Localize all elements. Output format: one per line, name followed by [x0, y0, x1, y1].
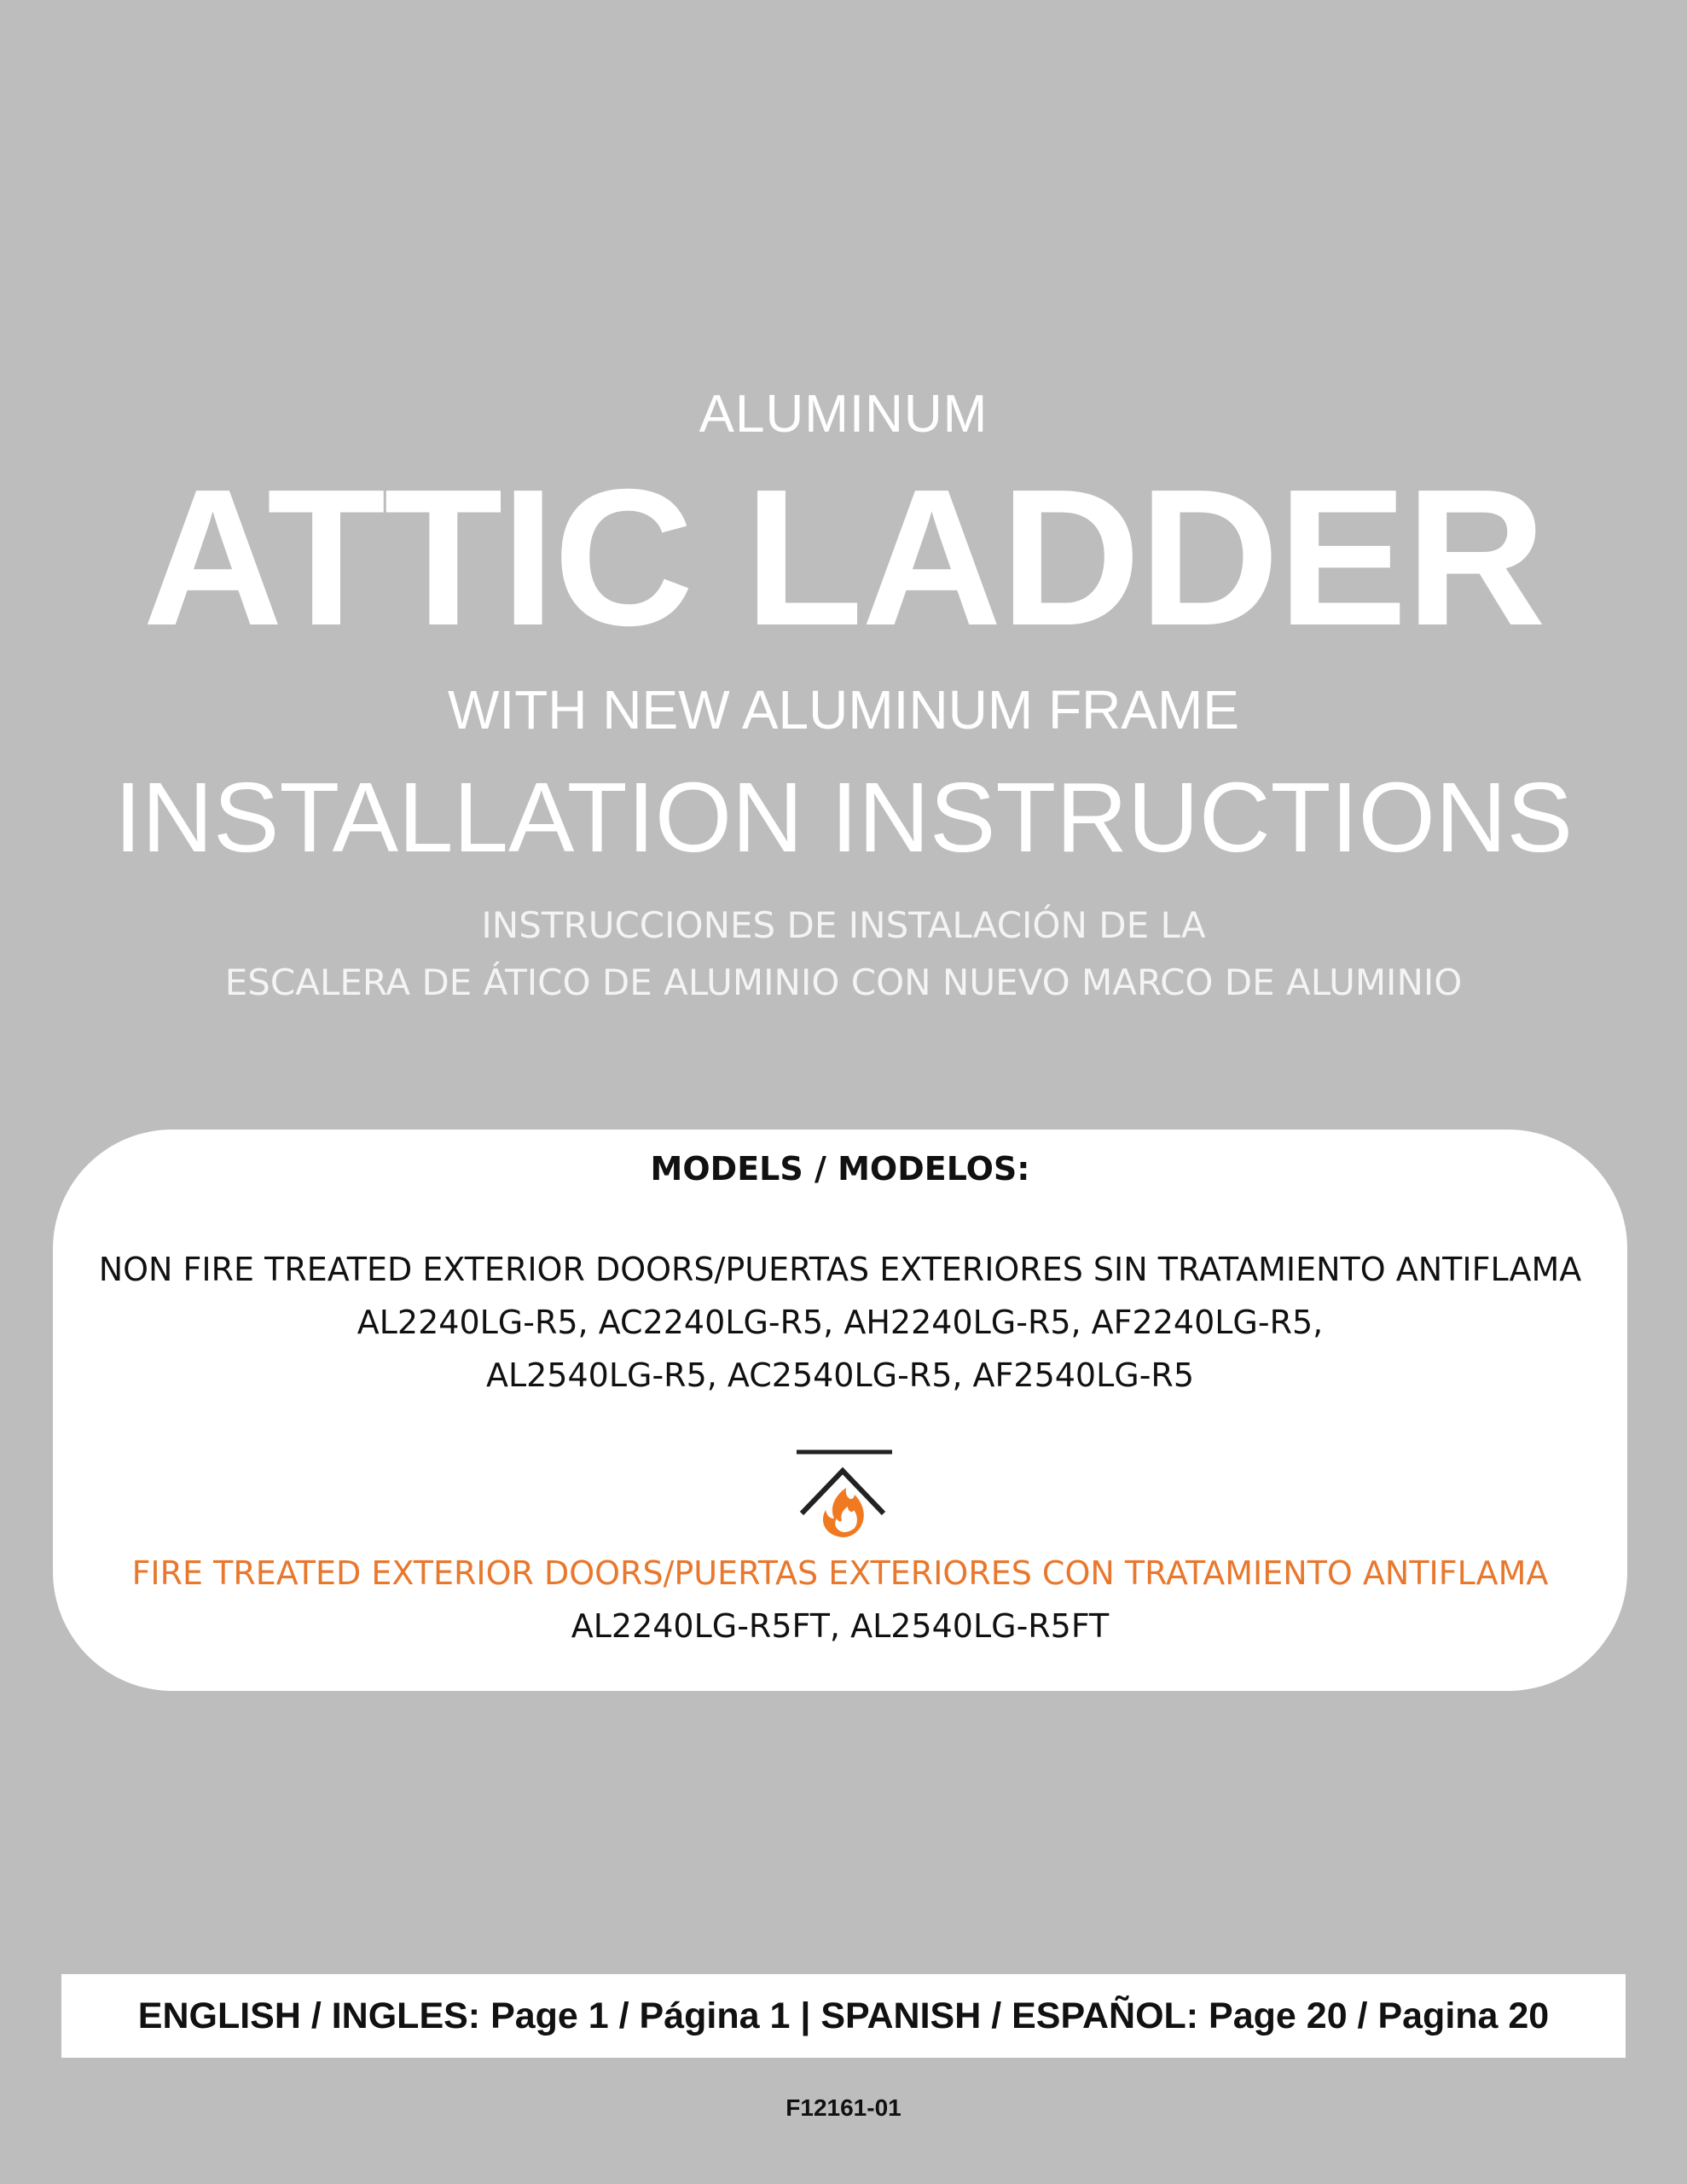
document-heading: INSTALLATION INSTRUCTIONS — [113, 762, 1574, 873]
non-fire-treated-models-line-1: AL2240LG-R5, AC2240LG-R5, AH2240LG-R5, AF2240LG-R5, — [357, 1304, 1324, 1341]
fire-treated-house-icon — [793, 1447, 896, 1542]
fire-treated-models: AL2240LG-R5FT, AL2540LG-R5FT — [571, 1607, 1110, 1645]
non-fire-treated-models-line-2: AL2540LG-R5, AC2540LG-R5, AF2540LG-R5 — [485, 1356, 1195, 1394]
spanish-title-line-1: INSTRUCCIONES DE INSTALACIÓN DE LA — [481, 904, 1206, 946]
spanish-title-line-2: ESCALERA DE ÁTICO DE ALUMINIO CON NUEVO MARCO DE ALUMINIO — [224, 961, 1463, 1003]
product-subtitle: WITH NEW ALUMINUM FRAME — [448, 679, 1239, 741]
fire-treated-label: FIRE TREATED EXTERIOR DOORS/PUERTAS EXTERIORES CON TRATAMIENTO ANTIFLAMA — [131, 1554, 1549, 1592]
product-title: ATTIC LADDER — [142, 450, 1545, 666]
non-fire-treated-label: NON FIRE TREATED EXTERIOR DOORS/PUERTAS EXTERIORES SIN TRATAMIENTO ANTIFLAMA — [98, 1251, 1582, 1288]
document-code: F12161-01 — [786, 2094, 901, 2121]
models-heading: MODELS / MODELOS: — [650, 1150, 1030, 1188]
product-kicker: ALUMINUM — [699, 385, 988, 444]
models-panel — [53, 1130, 1627, 1691]
language-page-index: ENGLISH / INGLES: Page 1 / Página 1 | SPANISH / ESPAÑOL: Page 20 / Pagina 20 — [61, 1974, 1626, 2058]
